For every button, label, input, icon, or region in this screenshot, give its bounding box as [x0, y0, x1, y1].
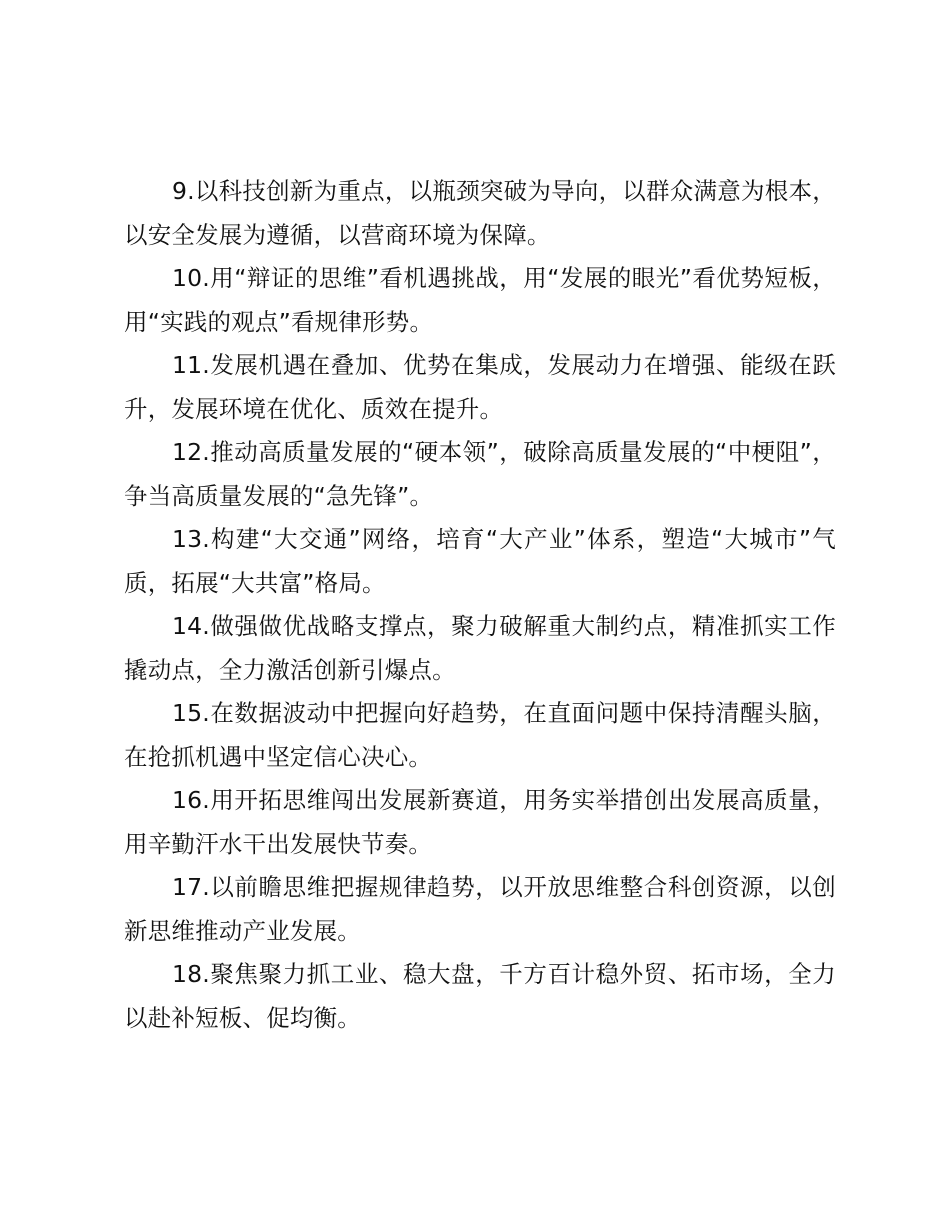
paragraph-15: 15.在数据波动中把握向好趋势，在直面问题中保持清醒头脑，在抢抓机遇中坚定信心决心。	[124, 699, 836, 771]
paragraph-13: 13.构建“大交通”网络，培育“大产业”体系，塑造“大城市”气质，拓展“大共富”格局。	[124, 525, 836, 597]
paragraph-10: 10.用“辩证的思维”看机遇挑战，用“发展的眼光”看优势短板，用“实践的观点”看规律形势。	[124, 264, 836, 336]
paragraph-17: 17.以前瞻思维把握规律趋势，以开放思维整合科创资源，以创新思维推动产业发展。	[124, 873, 836, 945]
paragraph-12: 12.推动高质量发展的“硬本领”，破除高质量发展的“中梗阻”，争当高质量发展的“急先锋”。	[124, 438, 836, 510]
paragraph-11: 11.发展机遇在叠加、优势在集成，发展动力在增强、能级在跃升，发展环境在优化、质效在提升。	[124, 351, 836, 423]
paragraph-14: 14.做强做优战略支撑点，聚力破解重大制约点，精准抓实工作撬动点，全力激活创新引爆点。	[124, 612, 836, 684]
document-body	[124, 170, 836, 1040]
paragraph-9: 9.以科技创新为重点，以瓶颈突破为导向，以群众满意为根本，以安全发展为遵循，以营商环境为保障。	[124, 177, 836, 249]
paragraph-18: 18.聚焦聚力抓工业、稳大盘，千方百计稳外贸、拓市场，全力以赴补短板、促均衡。	[124, 960, 836, 1032]
paragraph-16: 16.用开拓思维闯出发展新赛道，用务实举措创出发展高质量，用辛勤汗水干出发展快节奏。	[124, 786, 836, 858]
